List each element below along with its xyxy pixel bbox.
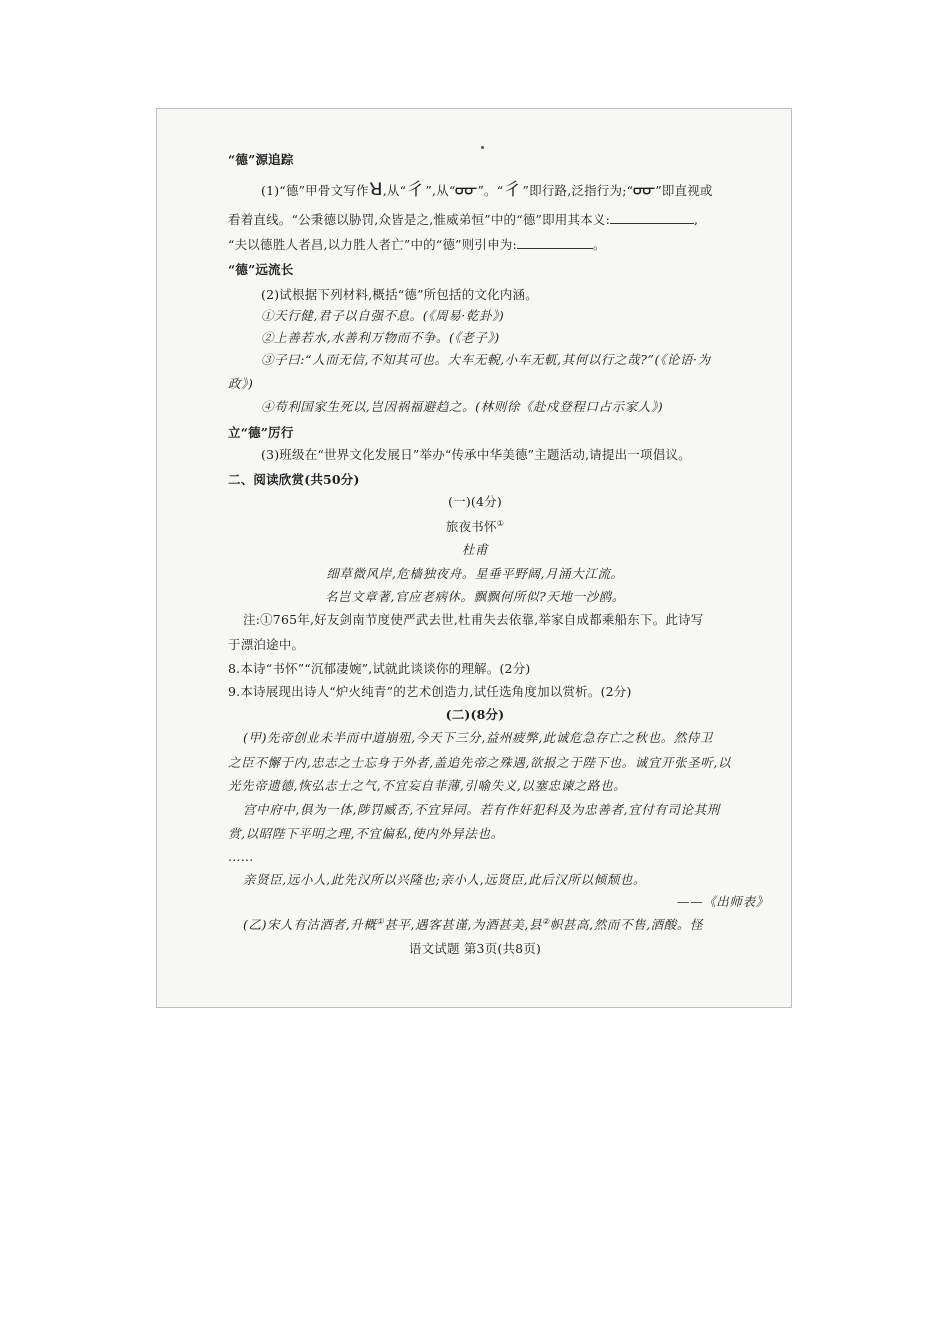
prose-jia-line-1: (甲)先帝创业未半而中道崩殂,今天下三分,益州疲弊,此诚危急存亡之秋也。然侍卫 <box>243 730 714 745</box>
material-2: ②上善若水,水善利万物而不争。(《老子》) <box>261 330 500 345</box>
oracle-chi-glyph-2: 彳 <box>503 180 523 200</box>
section-heading-practice: 立“德”厉行 <box>228 425 294 440</box>
question-2-intro: (2)试根据下列材料,概括“德”所包括的文化内涵。 <box>261 287 538 302</box>
prose-yi-footnote-1: ① <box>376 916 385 926</box>
section-heading-flow: “德”远流长 <box>228 262 294 277</box>
oracle-zhi-glyph: ᡂ <box>454 180 478 200</box>
q1-text-d: ”。“ <box>477 183 504 198</box>
q1-text-c: ”,从“ <box>425 183 456 198</box>
poem-line-1: 细草微风岸,危樯独夜舟。星垂平野阔,月涌大江流。 <box>326 566 624 581</box>
prose-jia-line-3: 光先帝遗德,恢弘志士之气,不宜妄自菲薄,引喻失义,以塞忠谏之路也。 <box>228 778 627 793</box>
q1-line3-text: “夫以德胜人者昌,以力胜人者亡”中的“德”则引申为: <box>228 237 517 252</box>
question-1-line-1 <box>261 182 713 199</box>
material-1: ①天行健,君子以自强不息。(《周易·乾卦》) <box>261 308 505 323</box>
oracle-chi-glyph: 彳 <box>405 180 426 200</box>
page-footer: 语文试题 第3页(共8页) <box>408 941 542 956</box>
poem-note-line-2: 于漂泊途中。 <box>228 637 305 652</box>
prose-jia-line-6: 亲贤臣,远小人,此先汉所以兴隆也;亲小人,远贤臣,此后汉所以倾颓也。 <box>243 872 647 887</box>
section-heading-origin: “德”源追踪 <box>228 152 294 167</box>
q1-line2-text: 看着直线。“公秉德以胁罚,众皆是之,惟威弟恒”中的“德”即用其本义: <box>228 212 611 227</box>
answer-blank-2[interactable] <box>517 236 593 249</box>
q1-text-f: ”即直视或 <box>655 183 713 198</box>
material-3-line-1: ③子曰:“人而无信,不知其可也。大车无輗,小车无軏,其何以行之哉?”(《论语·为 <box>261 352 711 367</box>
poem-note-line-1: 注:①765年,好友剑南节度使严武去世,杜甫失去依靠,举家自成都乘船东下。此诗写 <box>243 612 704 627</box>
part-2-heading: 二、阅读欣赏(共50分) <box>228 472 360 487</box>
question-1-line-3 <box>228 236 606 253</box>
q1-text-b: ,从“ <box>382 183 407 198</box>
question-9: 9.本诗展现出诗人“炉火纯青”的艺术创造力,试任选角度加以赏析。(2分) <box>228 684 632 699</box>
oracle-de-glyph: ꓤ <box>368 180 383 200</box>
prose-ellipsis: …… <box>228 849 254 864</box>
prose-yi-footnote-2: ② <box>542 916 550 926</box>
prose-source: ——《出师表》 <box>677 894 769 909</box>
prose-yi-text-a: (乙)宋人有沽酒者,升概 <box>243 917 377 932</box>
material-4: ④苟利国家生死以,岂因祸福避趋之。(林则徐《赴戍登程口占示家人》) <box>261 399 664 414</box>
exam-page-scan <box>156 108 792 1008</box>
q1-line3-end: 。 <box>592 237 606 252</box>
prose-jia-line-4: 宫中府中,俱为一体,陟罚臧否,不宜异同。若有作奸犯科及为忠善者,宜付有司论其刑 <box>243 802 720 817</box>
poem-line-2: 名岂文章著,官应老病休。飘飘何所似?天地一沙鸥。 <box>324 589 626 604</box>
material-3-line-2: 政》) <box>228 376 254 391</box>
question-1-line-2 <box>228 211 698 228</box>
q1-text-a: (1)“德”甲骨文写作 <box>261 183 369 198</box>
poem-title <box>157 519 793 535</box>
prose-jia-line-5: 赏,以昭陛下平明之理,不宜偏私,使内外异法也。 <box>228 826 504 841</box>
prose-yi-text-b: 甚平,遇客甚谨,为酒甚美,县 <box>384 917 543 932</box>
q1-line2-end: , <box>694 212 699 227</box>
q1-text-e: ”即行路,泛指行为;“ <box>522 183 634 198</box>
prose-yi-line-1 <box>243 917 703 933</box>
poem-section-header: (一)(4分) <box>448 494 502 509</box>
question-3: (3)班级在“世界文化发展日”举办“传承中华美德”主题活动,请提出一项倡议。 <box>261 447 691 462</box>
prose-yi-text-c: 帜甚高,然而不售,酒酸。怪 <box>549 917 704 932</box>
prose-jia-line-2: 之臣不懈于内,忠志之士忘身于外者,盖追先帝之殊遇,欲报之于陛下也。诚宜开张圣听,以 <box>228 755 731 770</box>
answer-blank-1[interactable] <box>610 211 694 224</box>
poem-title-text: 旅夜书怀 <box>445 519 497 534</box>
prose-section-header: (二)(8分) <box>445 707 505 722</box>
poem-author: 杜甫 <box>461 542 489 557</box>
speck-mark <box>481 146 484 149</box>
poem-footnote-marker: ① <box>496 518 505 528</box>
question-8: 8.本诗“书怀”“沉郁凄婉”,试就此谈谈你的理解。(2分) <box>228 661 531 676</box>
oracle-zhi-glyph-2: ᡂ <box>632 180 656 200</box>
